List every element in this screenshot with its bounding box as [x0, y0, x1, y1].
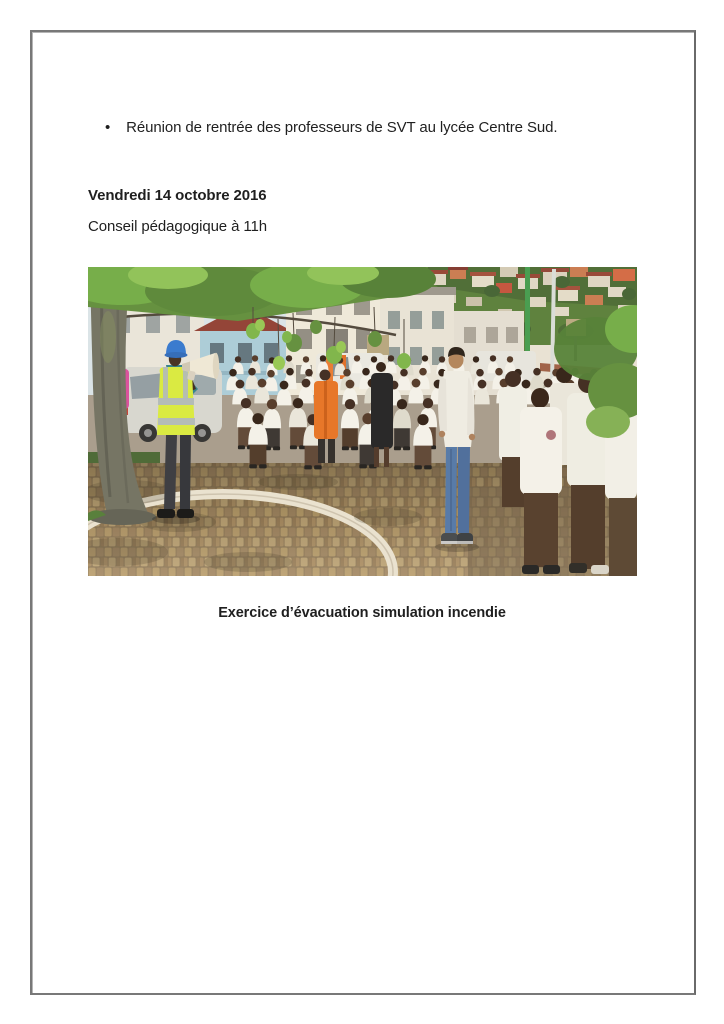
photo-illustration — [88, 267, 637, 576]
photo-caption: Exercice d’évacuation simulation incendie — [218, 604, 506, 621]
photo-evacuation-drill — [88, 267, 637, 576]
body-text: Conseil pédagogique à 11h — [88, 218, 268, 235]
bullet-marker: • — [105, 119, 111, 136]
date-heading: Vendredi 14 octobre 2016 — [88, 187, 267, 204]
bullet-list-item — [105, 119, 625, 137]
bullet-item-text: Réunion de rentrée des professeurs de SVT au lycée Centre Sud. — [126, 119, 558, 136]
